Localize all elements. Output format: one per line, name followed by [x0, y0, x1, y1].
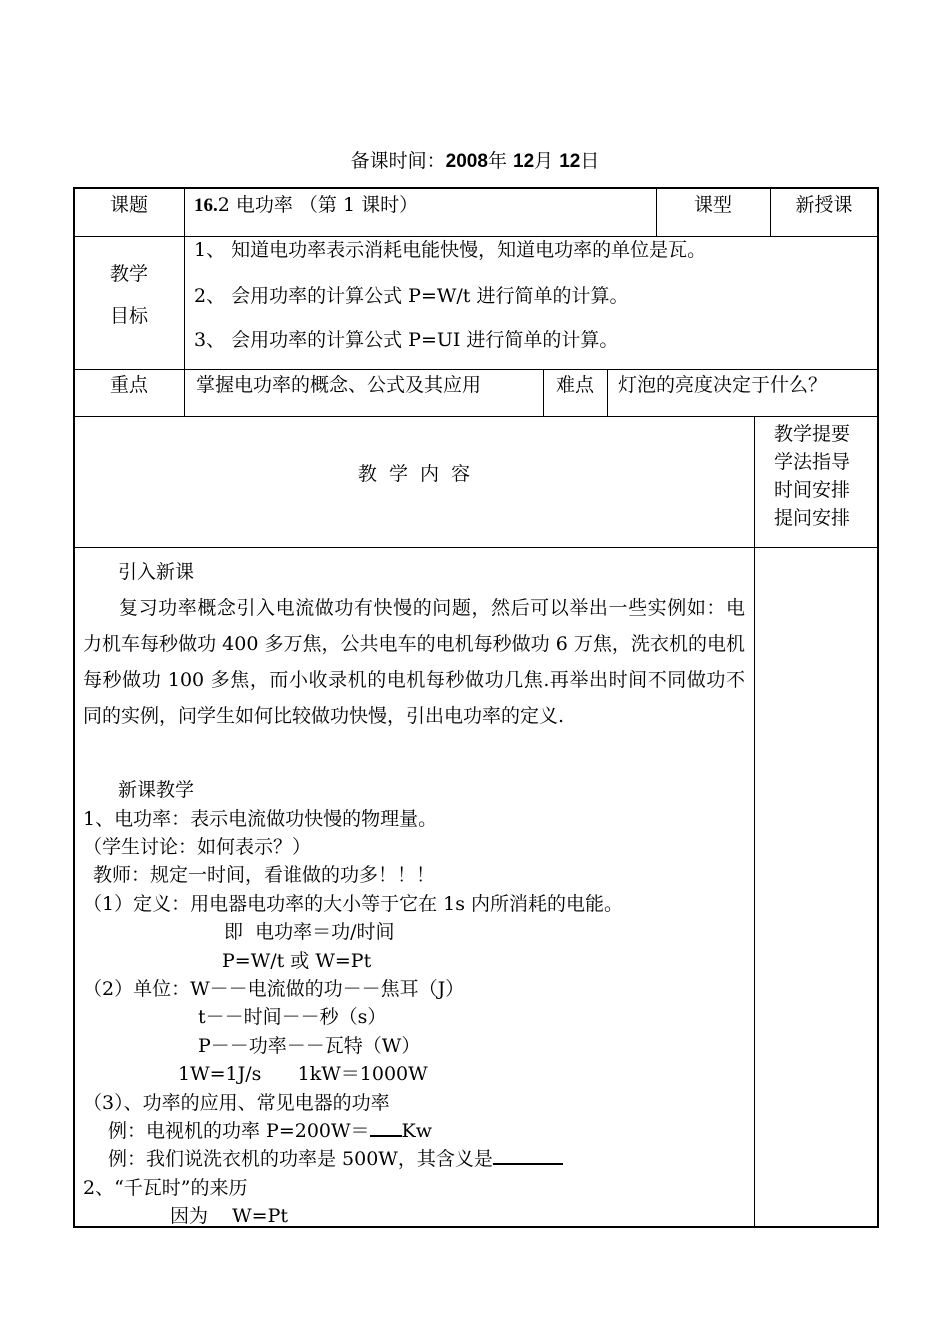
content-title: 教 学 内 容	[357, 463, 471, 485]
section-heading: 新课教学	[118, 779, 195, 801]
body-line: 1、电功率：表示电流做功快慢的物理量。	[83, 808, 438, 830]
body-line: 即 电功率＝功/时间	[224, 921, 395, 943]
intro-title: 引入新课	[118, 561, 195, 583]
objectives-label-2: 目标	[109, 305, 148, 327]
key-value: 掌握电功率的概念、公式及其应用	[196, 374, 482, 396]
key-label: 重点	[109, 374, 148, 396]
side-notes: 教学提要 学法指导 时间安排 提问安排	[774, 423, 851, 529]
formula-line: 1W=1J/s 1kW＝1000W	[178, 1063, 428, 1085]
difficulty-value: 灯泡的亮度决定于什么？	[618, 374, 828, 396]
example-line: 例：我们说洗衣机的功率是 500W，其含义是	[108, 1144, 563, 1171]
body-line: 2、“千瓦时”的来历	[83, 1177, 248, 1199]
difficulty-label: 难点	[555, 374, 594, 396]
formula-line: P=W/t 或 W=Pt	[222, 950, 372, 972]
body-line: （3）、功率的应用、常见电器的功率	[83, 1092, 390, 1114]
objectives-label-1: 教学	[109, 263, 148, 285]
body-line: （学生讨论：如何表示？）	[83, 836, 312, 858]
objective-item: 2、 会用功率的计算公式 P=W/t 进行简单的计算。	[194, 285, 629, 307]
objective-item: 3、 会用功率的计算公式 P=UI 进行简单的计算。	[194, 329, 619, 351]
body-line: P－－功率－－瓦特（W）	[198, 1035, 421, 1057]
objective-item: 1、 知道电功率表示消耗电能快慢，知道电功率的单位是瓦。	[194, 239, 707, 261]
type-label: 课型	[693, 194, 732, 216]
body-line: t－－时间－－秒（s）	[198, 1006, 387, 1028]
topic-value: 16.2 电功率 （第 1 课时）	[194, 194, 419, 216]
prep-date: 备课时间：2008年 12月 12日	[350, 150, 600, 172]
body-line: 教师：规定一时间，看谁做的功多！！！	[93, 864, 436, 886]
formula-line: 因为 W=Pt	[170, 1205, 289, 1227]
example-line: 例：电视机的功率 P=200W＝ Kw	[108, 1120, 433, 1142]
answer-blank	[370, 1119, 402, 1137]
intro-paragraph: 复习功率概念引入电流做功有快慢的问题，然后可以举出一些实例如：电力机车每秒做功 400 多万焦，公共电车的电机每秒做功 6 万焦，洗衣机的电机每秒做功 100 多焦，而小收录机的电机每秒做功几焦.再举出时间不同做功不同的实例，问学生如何比较做功快慢，引出电功率的定义.	[83, 597, 745, 727]
topic-label: 课题	[109, 194, 148, 216]
answer-blank	[493, 1147, 563, 1165]
body-line: （1）定义：用电器电功率的大小等于它在 1s 内所消耗的电能。	[83, 893, 624, 915]
type-value: 新授课	[795, 194, 853, 216]
body-line: （2）单位：W－－电流做的功－－焦耳（J）	[83, 978, 465, 1000]
